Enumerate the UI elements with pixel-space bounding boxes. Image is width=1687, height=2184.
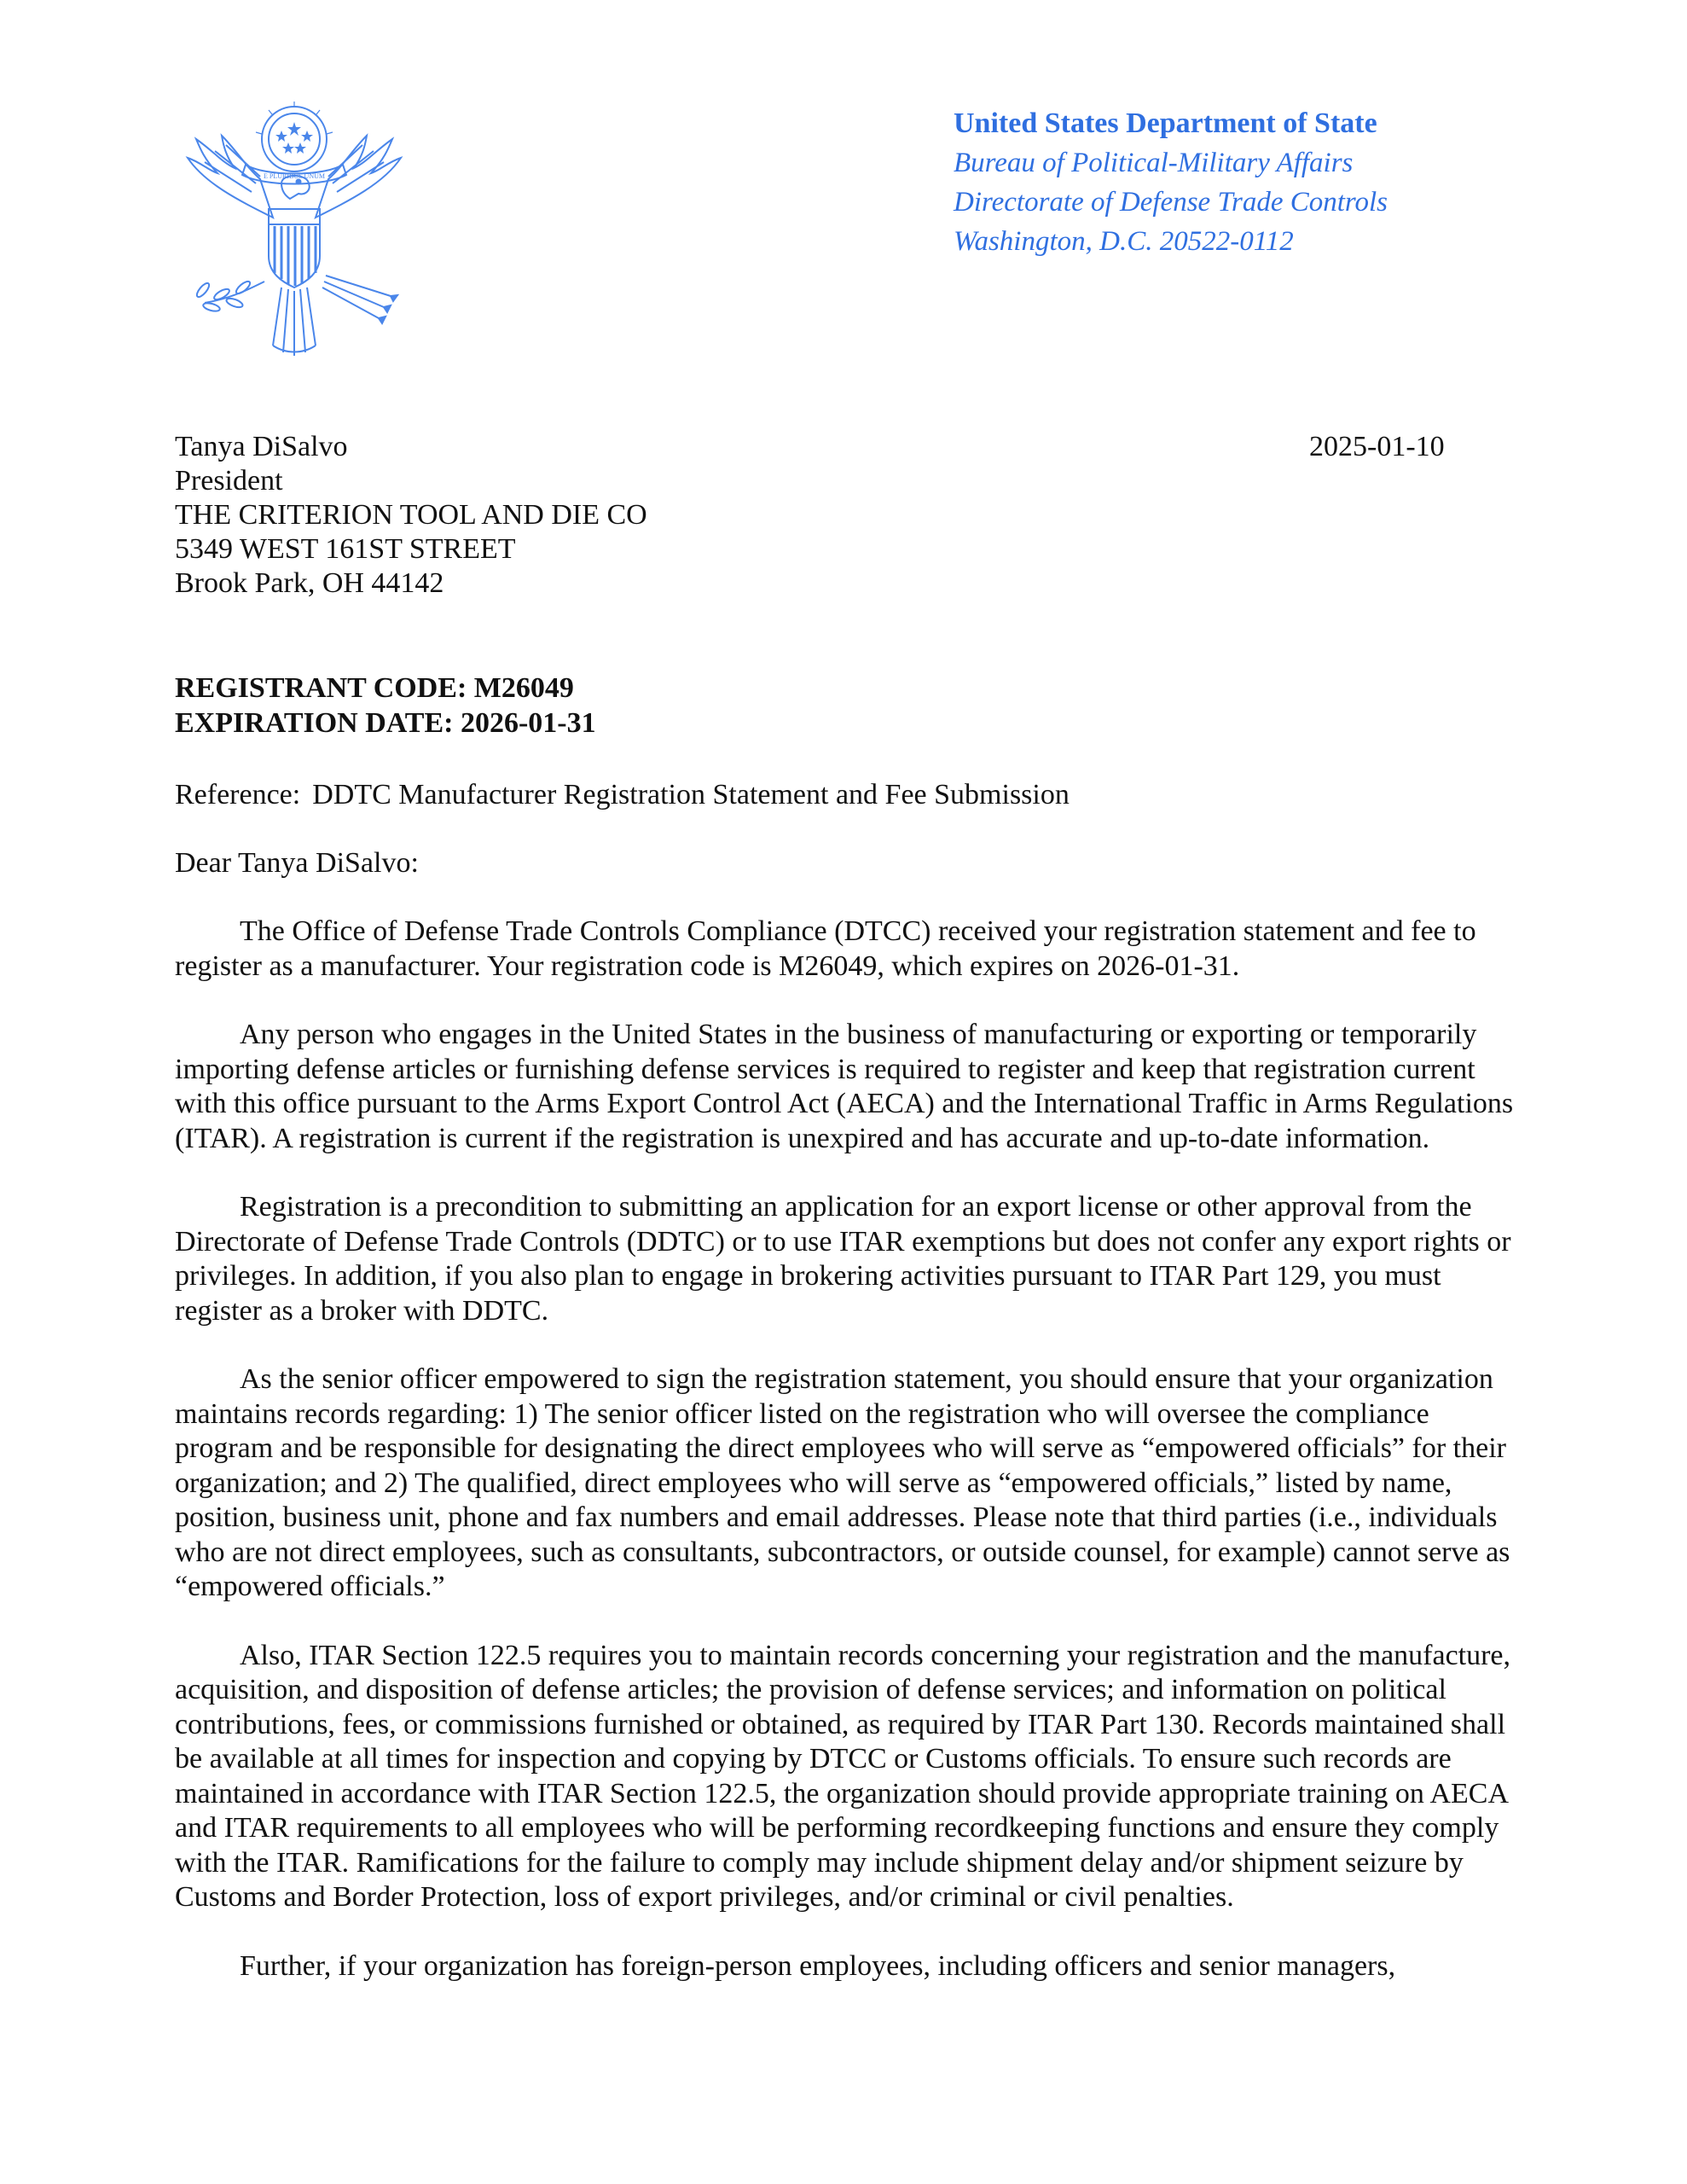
letter-body bbox=[175, 915, 1514, 2018]
recipient-address bbox=[175, 430, 647, 601]
paragraph: Any person who engages in the United States in the business of manufacturing or exporting or temporarily importing defense articles or furnishing defense services is required to register and keep that registration current with this office pursuant to the Arms Export Control Act (AECA) and the International Traffic in Arms Regulations (ITAR). A registration is current if the registration is unexpired and has accurate and up-to-date information. bbox=[175, 1019, 1514, 1154]
recipient-title: President bbox=[175, 465, 283, 497]
reference-text: DDTC Manufacturer Registration Statement and Fee Submission bbox=[312, 779, 1070, 810]
department-name: United States Department of State bbox=[954, 107, 1377, 139]
paragraph: As the senior officer empowered to sign the registration statement, you should ensure that your organization maintains records regarding: 1) The senior officer listed on the registration who will oversee the compliance program and be responsible for designating the direct employees who will serve as “empowered officials” for their organization; and 2) The qualified, direct employees who will serve as “empowered officials,” listed by name, position, business unit, phone and fax numbers and email addresses. Please note that third parties (i.e., individuals who are not direct employees, such as consultants, subcontractors, or outside counsel, for example) cannot serve as “empowered officials.” bbox=[175, 1363, 1510, 1602]
recipient-street: 5349 WEST 161ST STREET bbox=[175, 533, 516, 565]
paragraph: Registration is a precondition to submitting an application for an export license or other approval from the Directorate of Defense Trade Controls (DDTC) or to use ITAR exemptions but does not confer any export rights or privileges. In addition, if you also plan to engage in brokering activities pursuant to ITAR Part 129, you must register as a broker with DDTC. bbox=[175, 1191, 1511, 1327]
registrant-code: REGISTRANT CODE: M26049 bbox=[175, 672, 574, 704]
reference-label: Reference: bbox=[175, 779, 301, 810]
reference-line bbox=[175, 778, 1070, 812]
expiration-date: EXPIRATION DATE: 2026-01-31 bbox=[175, 707, 596, 739]
bureau-name: Bureau of Political-Military Affairs bbox=[954, 148, 1354, 178]
svg-text:E PLURIBUS UNUM: E PLURIBUS UNUM bbox=[263, 172, 326, 180]
letterhead bbox=[954, 104, 1388, 261]
paragraph: Also, ITAR Section 122.5 requires you to maintain records concerning your registration and the manufacture, acquisition, and disposition of defense articles; the provision of defense services; and information on political contributions, fees, or commissions furnished or obtained, as required by ITAR Part 130. Records maintained shall be available at all times for inspection and copying by DTCC or Customs officials. To ensure such records are maintained in accordance with ITAR Section 122.5, the organization should provide appropriate training on AECA and ITAR requirements to all employees who will be performing recordkeeping functions and ensure they comply with the ITAR. Ramifications for the failure to comply may include shipment delay and/or shipment seizure by Customs and Border Protection, loss of export privileges, and/or criminal or civil penalties. bbox=[175, 1639, 1511, 1913]
paragraph: Further, if your organization has foreign-person employees, including officers and senior managers, bbox=[240, 1949, 1396, 1982]
great-seal-icon bbox=[171, 98, 418, 358]
directorate-name: Directorate of Defense Trade Controls bbox=[954, 187, 1388, 218]
recipient-name: Tanya DiSalvo bbox=[175, 431, 348, 462]
recipient-city: Brook Park, OH 44142 bbox=[175, 567, 444, 599]
letter-date: 2025-01-10 bbox=[1309, 431, 1445, 462]
office-city: Washington, D.C. 20522-0112 bbox=[954, 226, 1294, 257]
registration-codes bbox=[175, 671, 596, 741]
recipient-company: THE CRITERION TOOL AND DIE CO bbox=[175, 499, 647, 531]
paragraph: The Office of Defense Trade Controls Compliance (DTCC) received your registration statement and fee to register as a manufacturer. Your registration code is M26049, which expires on 2026-01-31. bbox=[175, 915, 1476, 982]
salutation: Dear Tanya DiSalvo: bbox=[175, 847, 419, 879]
